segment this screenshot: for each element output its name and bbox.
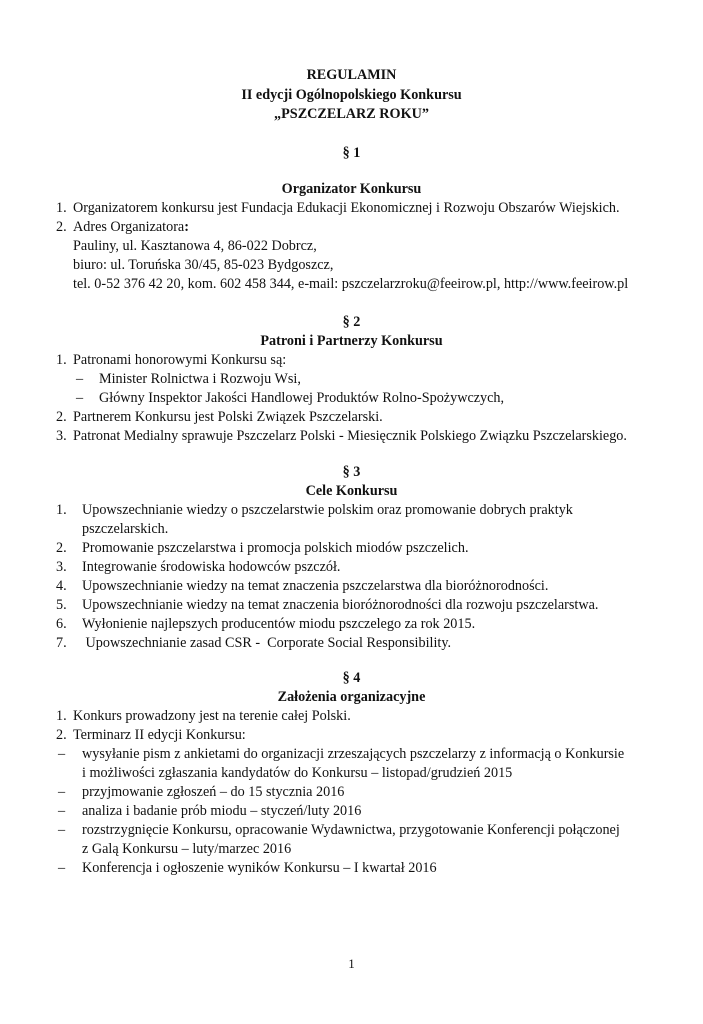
s3-item-2: Promowanie pszczelarstwa i promocja polskich miodów pszczelich. (82, 540, 469, 556)
section-1-heading: Organizator Konkursu (281, 181, 422, 197)
s2-dash-1: – (76, 371, 84, 387)
s2-sub-2: Główny Inspektor Jakości Handlowej Produktów Rolno-Spożywczych, (99, 390, 505, 406)
section-2-heading: Patroni i Partnerzy Konkursu (260, 333, 443, 349)
section-4-heading: Założenia organizacyjne (277, 689, 426, 705)
s3-num-2: 2. (56, 540, 67, 556)
s2-dash-2: – (76, 390, 84, 406)
s4-dash-2: – (58, 784, 66, 800)
s3-item-5: Upowszechnianie wiedzy na temat znaczenia bioróżnorodności dla rozwoju pszczelarstwa. (82, 597, 599, 613)
s4-num-2: 2. (56, 727, 67, 743)
section-4-mark: § 4 (342, 670, 361, 686)
s2-sub-1: Minister Rolnictwa i Rozwoju Wsi, (99, 371, 301, 387)
s4-dash-3: – (58, 803, 66, 819)
section-3-mark: § 3 (342, 464, 361, 480)
s2-num-2: 2. (56, 409, 67, 425)
s1-item-2-colon: : (184, 219, 189, 235)
s1-address-line-3: tel. 0-52 376 42 20, kom. 602 458 344, e-mail: pszczelarzroku@feeirow.pl, http://www.feeirow.pl (73, 276, 629, 292)
section-2-mark: § 2 (342, 314, 361, 330)
s3-num-3: 3. (56, 559, 67, 575)
s4-deadline-5: Konferencja i ogłoszenie wyników Konkursu – I kwartał 2016 (82, 860, 437, 876)
s2-item-1: Patronami honorowymi Konkursu są: (73, 352, 287, 368)
s3-item-4: Upowszechnianie wiedzy na temat znaczenia pszczelarstwa dla bioróżnorodności. (82, 578, 549, 594)
s4-num-1: 1. (56, 708, 67, 724)
s4-deadline-3: analiza i badanie prób miodu – styczeń/luty 2016 (82, 803, 362, 819)
s3-num-1: 1. (56, 502, 67, 518)
s1-item-2 (73, 218, 189, 237)
s2-item-2: Partnerem Konkursu jest Polski Związek Pszczelarski. (73, 409, 383, 425)
section-1-mark: § 1 (342, 145, 361, 161)
section-3-heading: Cele Konkursu (305, 483, 398, 499)
s3-item-1-cont: pszczelarskich. (82, 521, 169, 537)
s1-item-2-label: Adres Organizatora (73, 219, 185, 235)
s4-deadline-1-cont: i możliwości zgłaszania kandydatów do Konkursu – listopad/grudzień 2015 (82, 765, 513, 781)
s4-dash-5: – (58, 860, 66, 876)
s3-item-6: Wyłonienie najlepszych producentów miodu pszczelego za rok 2015. (82, 616, 476, 632)
s4-dash-4: – (58, 822, 66, 838)
s3-item-3: Integrowanie środowiska hodowców pszczół. (82, 559, 341, 575)
s3-num-7: 7. (56, 635, 67, 651)
s2-num-3: 3. (56, 428, 67, 444)
s3-num-6: 6. (56, 616, 67, 632)
doc-contest-name: „PSZCZELARZ ROKU” (274, 106, 429, 122)
s1-address-line-1: Pauliny, ul. Kasztanowa 4, 86-022 Dobrcz, (73, 238, 317, 254)
s4-dash-1: – (58, 746, 66, 762)
s2-num-1: 1. (56, 352, 67, 368)
s1-num-1: 1. (56, 200, 67, 216)
s4-deadline-2: przyjmowanie zgłoszeń – do 15 stycznia 2016 (82, 784, 345, 800)
s4-deadline-4: rozstrzygnięcie Konkursu, opracowanie Wydawnictwa, przygotowanie Konferencji połączonej (82, 822, 620, 838)
s1-address-line-2: biuro: ul. Toruńska 30/45, 85-023 Bydgoszcz, (73, 257, 334, 273)
s3-item-1: Upowszechnianie wiedzy o pszczelarstwie polskim oraz promowanie dobrych praktyk (82, 502, 573, 518)
s4-deadline-1: wysyłanie pism z ankietami do organizacji zrzeszających pszczelarzy z informacją o Konkursie (82, 746, 625, 762)
s4-item-1: Konkurs prowadzony jest na terenie całej Polski. (73, 708, 351, 724)
doc-subtitle: II edycji Ogólnopolskiego Konkursu (241, 87, 462, 103)
s3-item-7: Upowszechnianie zasad CSR - Corporate Social Responsibility. (82, 635, 452, 651)
s1-num-2: 2. (56, 219, 67, 235)
page-number: 1 (348, 956, 355, 971)
s1-item-1: Organizatorem konkursu jest Fundacja Edukacji Ekonomicznej i Rozwoju Obszarów Wiejskich. (73, 200, 620, 216)
s3-num-4: 4. (56, 578, 67, 594)
s4-item-2: Terminarz II edycji Konkursu: (73, 727, 246, 743)
s2-item-3: Patronat Medialny sprawuje Pszczelarz Polski - Miesięcznik Polskiego Związku Pszczelarskiego. (73, 428, 627, 444)
s3-num-5: 5. (56, 597, 67, 613)
doc-title: REGULAMIN (306, 67, 397, 83)
s4-deadline-4-cont: z Galą Konkursu – luty/marzec 2016 (82, 841, 292, 857)
